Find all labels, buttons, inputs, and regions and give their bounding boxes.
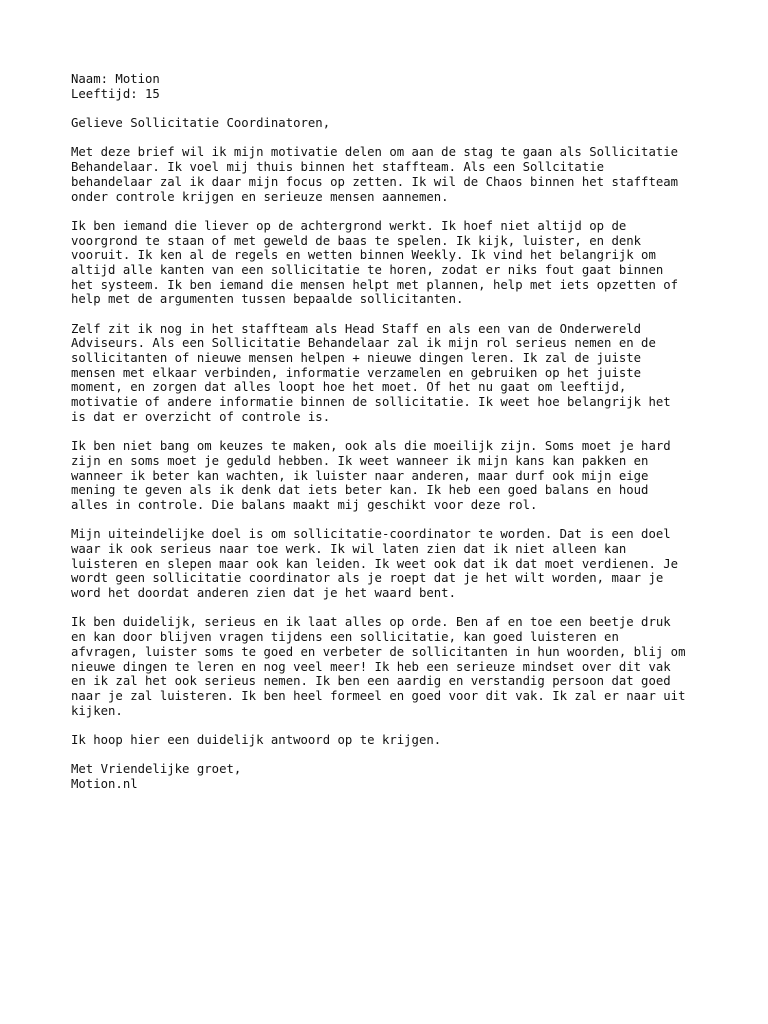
paragraph-line: Ik ben duidelijk, serieus en ik laat alles op orde. Ben af en toe een beetje druk: [71, 615, 671, 630]
paragraph-line: Ik hoop hier een duidelijk antwoord op te krijgen.: [71, 732, 442, 747]
salutation-line: Gelieve Sollicitatie Coordinatoren,: [71, 116, 331, 131]
paragraph-line: Ik ben niet bang om keuzes te maken, ook als die moeilijk zijn. Soms moet je hard: [71, 439, 671, 454]
paragraph-7: [71, 733, 711, 748]
paragraph-2: [71, 219, 711, 307]
paragraph-line: altijd alle kanten van een sollicitatie te horen, zodat er niks fout gaat binnen: [71, 262, 664, 277]
paragraph-line: Ik ben iemand die liever op de achtergrond werkt. Ik hoef niet altijd op de: [71, 218, 627, 233]
paragraph-line: onder controle krijgen en serieuze mensen aannemen.: [71, 189, 449, 204]
paragraph-line: naar je zal luisteren. Ik ben heel formeel en goed voor dit vak. Ik zal er naar uit: [71, 688, 686, 703]
salutation: [71, 116, 711, 131]
name-line: Naam: Motion: [71, 72, 160, 86]
paragraph-line: zijn en soms moet je geduld hebben. Ik weet wanneer ik mijn kans kan pakken en: [71, 453, 649, 468]
paragraph-4: [71, 439, 711, 512]
paragraph-line: voorgrond te staan of met geweld de baas te spelen. Ik kijk, luister, en denk: [71, 233, 642, 248]
paragraph-line: Mijn uiteindelijke doel is om sollicitatie-coordinator te worden. Dat is een doel: [71, 527, 671, 542]
paragraph-line: waar ik ook serieus naar toe werk. Ik wil laten zien dat ik niet alleen kan: [71, 542, 627, 556]
paragraph-line: moment, en zorgen dat alles loopt hoe het moet. Of het nu gaat om leeftijd,: [71, 380, 627, 395]
signature: Motion.nl: [71, 777, 138, 791]
letter-page: [71, 72, 711, 792]
paragraph-line: mening te geven als ik denk dat iets beter kan. Ik heb een goed balans en houd: [71, 483, 649, 498]
paragraph-line: is dat er overzicht of controle is.: [71, 409, 331, 424]
paragraph-line: Adviseurs. Als een Sollicitatie Behandelaar zal ik mijn rol serieus nemen en de: [71, 336, 656, 351]
paragraph-line: word het doordat anderen zien dat je het waard bent.: [71, 586, 456, 601]
letter-header: [71, 72, 711, 101]
paragraph-line: het systeem. Ik ben iemand die mensen helpt met plannen, help met iets opzetten of: [71, 277, 679, 292]
paragraph-line: alles in controle. Die balans maakt mij geschikt voor deze rol.: [71, 497, 538, 512]
paragraph-line: afvragen, luister soms te goed en verbeter de sollicitanten in hun woorden, blij om: [71, 644, 686, 659]
paragraph-line: motivatie of andere informatie binnen de sollicitatie. Ik weet hoe belangrijk het: [71, 395, 671, 410]
paragraph-line: vooruit. Ik ken al de regels en wetten binnen Weekly. Ik vind het belangrijk om: [71, 248, 656, 263]
paragraph-line: wanneer ik beter kan wachten, ik luister naar anderen, maar durf ook mijn eige: [71, 468, 649, 483]
paragraph-line: en kan door blijven vragen tijdens een sollicitatie, kan goed luisteren en: [71, 630, 619, 645]
paragraph-line: kijken.: [71, 703, 123, 718]
paragraph-3: [71, 322, 711, 425]
paragraph-line: wordt geen sollicitatie coordinator als je roept dat je het wilt worden, maar je: [71, 571, 664, 586]
paragraph-line: Behandelaar. Ik voel mij thuis binnen het staffteam. Als een Sollcitatie: [71, 160, 605, 175]
paragraph-line: nieuwe dingen te leren en nog veel meer! Ik heb een serieuze mindset over dit vak: [71, 659, 671, 674]
paragraph-6: [71, 615, 711, 718]
letter-closing: [71, 762, 711, 791]
paragraph-line: mensen met elkaar verbinden, informatie verzamelen en gebruiken op het juiste: [71, 365, 642, 380]
paragraph-line: en ik zal het ook serieus nemen. Ik ben een aardig en verstandig persoon dat goed: [71, 674, 671, 689]
paragraph-line: help met de argumenten tussen bepaalde sollicitanten.: [71, 292, 464, 307]
age-line: Leeftijd: 15: [71, 86, 160, 101]
paragraph-line: Met deze brief wil ik mijn motivatie delen om aan de stag te gaan als Sollicitatie: [71, 145, 679, 160]
paragraph-5: [71, 527, 711, 600]
paragraph-line: behandelaar zal ik daar mijn focus op zetten. Ik wil de Chaos binnen het staffteam: [71, 174, 679, 189]
paragraph-line: sollicitanten of nieuwe mensen helpen + nieuwe dingen leren. Ik zal de juiste: [71, 351, 642, 366]
paragraph-1: [71, 145, 711, 204]
paragraph-line: luisteren en slepen maar ook kan leiden. Ik weet ook dat ik dat moet verdienen. Je: [71, 556, 679, 571]
paragraph-line: Zelf zit ik nog in het staffteam als Head Staff en als een van de Onderwereld: [71, 321, 642, 336]
closing-greeting: Met Vriendelijke groet,: [71, 762, 242, 777]
